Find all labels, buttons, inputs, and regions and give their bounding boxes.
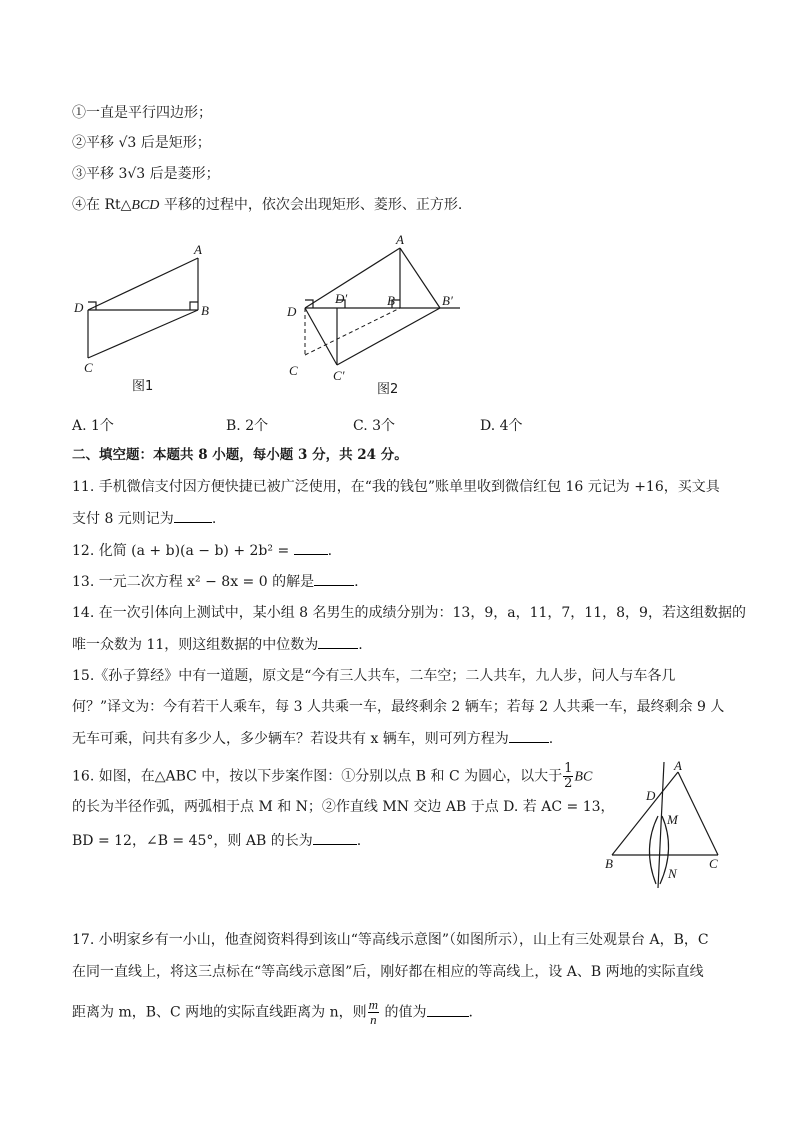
q13-text: 13. 一元二次方程 x² − 8x = 0 的解是: [72, 574, 315, 590]
q12-line: [72, 540, 332, 561]
option-d: D. 4个: [480, 418, 523, 434]
q11-answer-blank[interactable]: [174, 508, 212, 523]
q16-line-1-a: 16. 如图，在△ABC 中，按以下步案作图：①分别以点 B 和 C 为圆心，以大于: [72, 768, 563, 785]
fig2-label-d: D: [287, 304, 297, 319]
fig1-label-b: B: [201, 303, 209, 318]
statement-4-b: BCD: [131, 198, 160, 213]
fig1-label-d: D: [74, 300, 84, 315]
q16-line-3: [72, 830, 361, 851]
q14-line-2-text: 唯一众数为 11，则这组数据的中位数为: [72, 637, 319, 653]
q16-edge-ac: [678, 772, 718, 855]
q16-frac-numerator: 1: [564, 761, 573, 776]
q17-frac-numerator: m: [368, 997, 379, 1012]
q15-answer-blank[interactable]: [509, 728, 549, 743]
fig2-edge-ab2: [400, 248, 440, 308]
q17-line-3-b: 的值为: [380, 1004, 427, 1021]
statement-2-c: 后是矩形；: [136, 135, 211, 151]
q16-arc-left: [649, 816, 658, 884]
fig2-edge-da: [305, 248, 400, 308]
fig2-label-b-prime: B′: [442, 293, 453, 308]
q16-label-a: A: [674, 758, 682, 773]
fig1-label-c: C: [84, 360, 93, 375]
statement-3-c: 后是菱形；: [145, 166, 220, 182]
fig1-label-a: A: [194, 242, 202, 257]
fig2-dashed-cb: [305, 308, 400, 355]
section-title: 二、填空题：本题共 8 小题，每小题 3 分，共 24 分。: [72, 447, 408, 463]
q16-label-m: M: [667, 812, 678, 827]
q12-text: 12. 化简 (a + b)(a − b) + 2b² =: [72, 543, 290, 559]
q17-line-2: 在同一直线上，将这三点标在“等高线示意图”后，刚好都在相应的等高线上，设 A、B 两地的实际直线: [72, 964, 704, 980]
q16-label-n: N: [668, 866, 677, 881]
q13-answer-blank[interactable]: [314, 571, 354, 586]
q11-end: .: [211, 511, 217, 527]
q11-line-2-text: 支付 8 元则记为: [72, 511, 174, 527]
statement-3-b: 3√3: [118, 166, 146, 182]
figure-2: [285, 230, 475, 400]
q17-end: .: [468, 1004, 473, 1021]
q11-line-2: [72, 508, 216, 529]
fig2-label-c-prime: C′: [333, 368, 345, 383]
q15-line-3-text: 无车可乘，问共有多少人，多少辆车？若设共有 x 辆车，则可列方程为: [72, 731, 509, 747]
q16-fraction: [563, 762, 573, 791]
statement-4-a: ④在 Rt△: [72, 197, 132, 213]
option-b: B. 2个: [226, 418, 269, 434]
option-a: A. 1个: [72, 418, 114, 434]
q17-fraction: [368, 998, 379, 1027]
fig2-label-d-prime: D′: [335, 291, 348, 306]
q17-answer-blank[interactable]: [427, 1002, 469, 1017]
q15-line-3: [72, 728, 553, 749]
q16-line-2: 的长为半径作弧，两弧相于点 M 和 N；②作直线 MN 交边 AB 于点 D. 若 AC = 13，: [72, 799, 615, 815]
fig2-label-a: A: [396, 232, 404, 247]
q13-line: [72, 571, 359, 592]
q13-end: .: [354, 574, 359, 590]
q16-line-1: [72, 762, 592, 791]
option-c: C. 3个: [353, 418, 396, 434]
q16-line-1-b: BC: [574, 769, 593, 785]
fig2-edge-c2b2: [337, 308, 440, 365]
q17-line-3-a: 距离为 m，B、C 两地的实际直线距离为 n，则: [72, 1004, 367, 1021]
fig2-label-c: C: [289, 363, 298, 378]
q15-end: .: [548, 731, 554, 747]
fig1-right-angle-b: [190, 302, 198, 310]
q12-end: .: [327, 543, 333, 559]
q16-answer-blank[interactable]: [313, 830, 357, 845]
q16-end: .: [356, 833, 362, 849]
fig2-label-b: B: [387, 293, 395, 308]
q14-end: .: [358, 637, 363, 653]
q17-line-3: [72, 998, 473, 1027]
q16-line-3-text: BD = 12，∠B = 45°，则 AB 的长为: [72, 833, 313, 849]
figure-1: [70, 240, 230, 400]
q14-line-1: 14. 在一次引体向上测试中，某小组 8 名男生的成绩分别为：13，9，a，11，7，11，8，9，若这组数据的: [72, 605, 746, 621]
q16-label-b: B: [605, 856, 613, 871]
statement-4-c: 平移的过程中，依次会出现矩形、菱形、正方形.: [159, 197, 463, 213]
statement-2-b: √3: [118, 135, 137, 151]
fig1-edge-da: [88, 258, 198, 310]
q15-line-2: 何？”译文为：今有若干人乘车，每 3 人共乘一车，最终剩余 2 辆车；若每 2 人共乘一车，最终剩余 9 人: [72, 699, 725, 715]
statement-3: [72, 164, 220, 184]
fig2-edge-dc2: [305, 308, 337, 365]
statement-1: ①一直是平行四边形；: [72, 105, 212, 121]
q14-answer-blank[interactable]: [318, 634, 358, 649]
q14-line-2: [72, 634, 363, 655]
statement-2-a: ②平移: [72, 135, 119, 151]
q16-figure: [598, 758, 733, 898]
q17-frac-denominator: n: [370, 1012, 377, 1027]
fig1-caption: 图1: [132, 379, 154, 394]
q17-line-1: 17. 小明家乡有一小山，他查阅资料得到该山“等高线示意图”（如图所示），山上有三处观景台 A，B，C: [72, 932, 709, 948]
q16-label-c: C: [709, 856, 718, 871]
statement-2: [72, 133, 211, 153]
q16-line-mn: [658, 762, 664, 888]
q16-label-d: D: [646, 788, 656, 803]
q15-line-1: 15.《孙子算经》中有一道题，原文是“今有三人共车，二车空；二人共车，九人步，问人与车各几: [72, 668, 676, 684]
q11-line-1: 11. 手机微信支付因方便快捷已被广泛使用，在“我的钱包”账单里收到微信红包 16 元记为 +16，买文具: [72, 479, 720, 495]
q16-frac-denominator: 2: [564, 776, 573, 791]
statement-3-a: ③平移: [72, 166, 119, 182]
fig1-edge-cb: [88, 310, 198, 358]
fig2-caption: 图2: [377, 382, 399, 397]
q12-answer-blank[interactable]: [294, 540, 328, 555]
statement-4: [72, 195, 462, 216]
